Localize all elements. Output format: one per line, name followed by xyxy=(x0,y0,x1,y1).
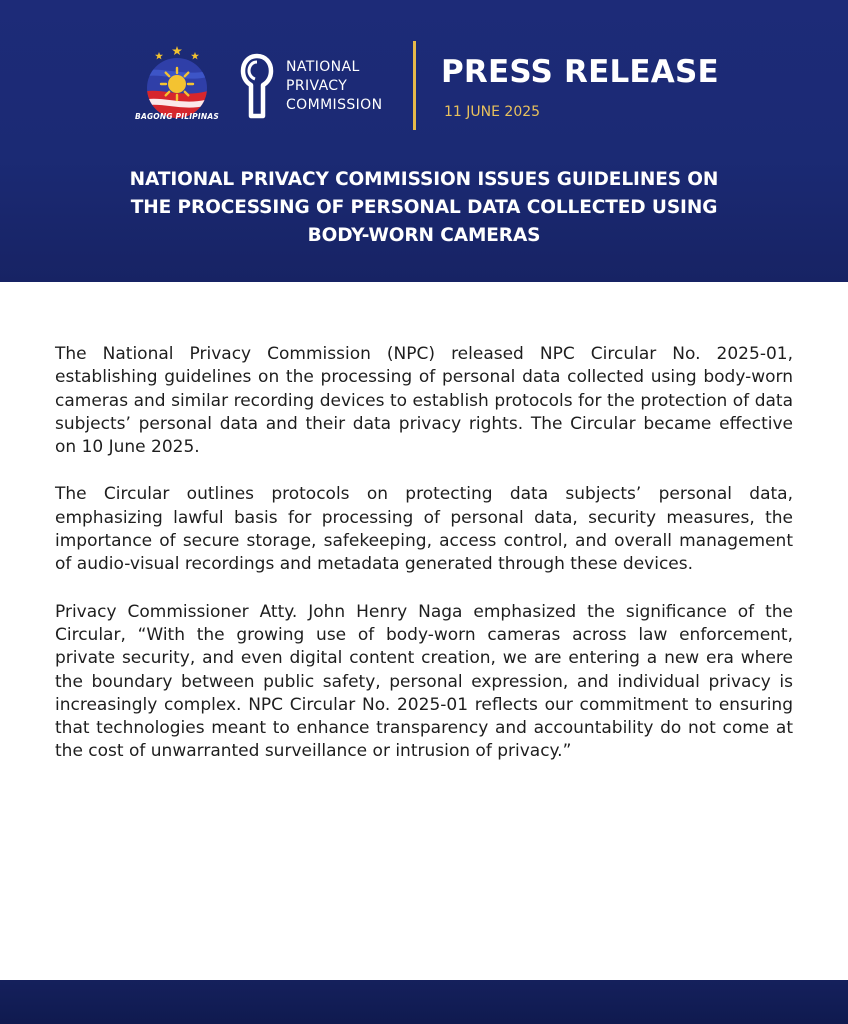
press-release-body xyxy=(55,343,793,788)
header-divider xyxy=(413,41,416,130)
org-name-line-2: PRIVACY xyxy=(286,78,348,94)
npc-keyhole-logo-icon xyxy=(240,52,274,120)
release-type-title: PRESS RELEASE xyxy=(441,54,719,90)
headline-line-1: NATIONAL PRIVACY COMMISSION ISSUES GUIDELINES ON xyxy=(129,169,719,190)
organization-name xyxy=(286,58,382,115)
bagong-pilipinas-label: BAGONG PILIPINAS xyxy=(135,112,219,121)
footer-band xyxy=(0,980,848,1024)
org-name-line-3: COMMISSION xyxy=(286,97,383,113)
press-release-header xyxy=(0,0,848,282)
body-paragraph-3: Privacy Commissioner Atty. John Henry Naga emphasized the significance of the Circular, “With the growing use of body-worn cameras across law enforcement, private security, and even digital content creation, we are entering a new era where the boundary between public safety, personal expression, and individual privacy is increasingly complex. NPC Circular No. 2025-01 reflects our commitment to ensuring that technologies meant to enhance transparency and accountability do not come at the cost of unwarranted surveillance or intrusion of privacy.” xyxy=(55,601,793,762)
headline-line-3: BODY-WORN CAMERAS xyxy=(307,225,541,246)
body-paragraph-2: The Circular outlines protocols on protecting data subjects’ personal data, emphasizing lawful basis for processing of personal data, security measures, the importance of secure storage, safekeeping, access control, and overall management of audio-visual recordings and metadata generated through these devices. xyxy=(55,484,793,575)
headline-line-2: THE PROCESSING OF PERSONAL DATA COLLECTED USING xyxy=(130,197,718,218)
org-name-line-1: NATIONAL xyxy=(286,59,360,75)
body-paragraph-1: The National Privacy Commission (NPC) released NPC Circular No. 2025-01, establishing guidelines on the processing of personal data collected using body-worn cameras and similar recording devices to establish protocols for the protection of data subjects’ personal data and their data privacy rights. The Circular became effective on 10 June 2025. xyxy=(55,344,793,458)
release-date: 11 JUNE 2025 xyxy=(444,104,541,120)
press-release-headline xyxy=(40,166,808,250)
